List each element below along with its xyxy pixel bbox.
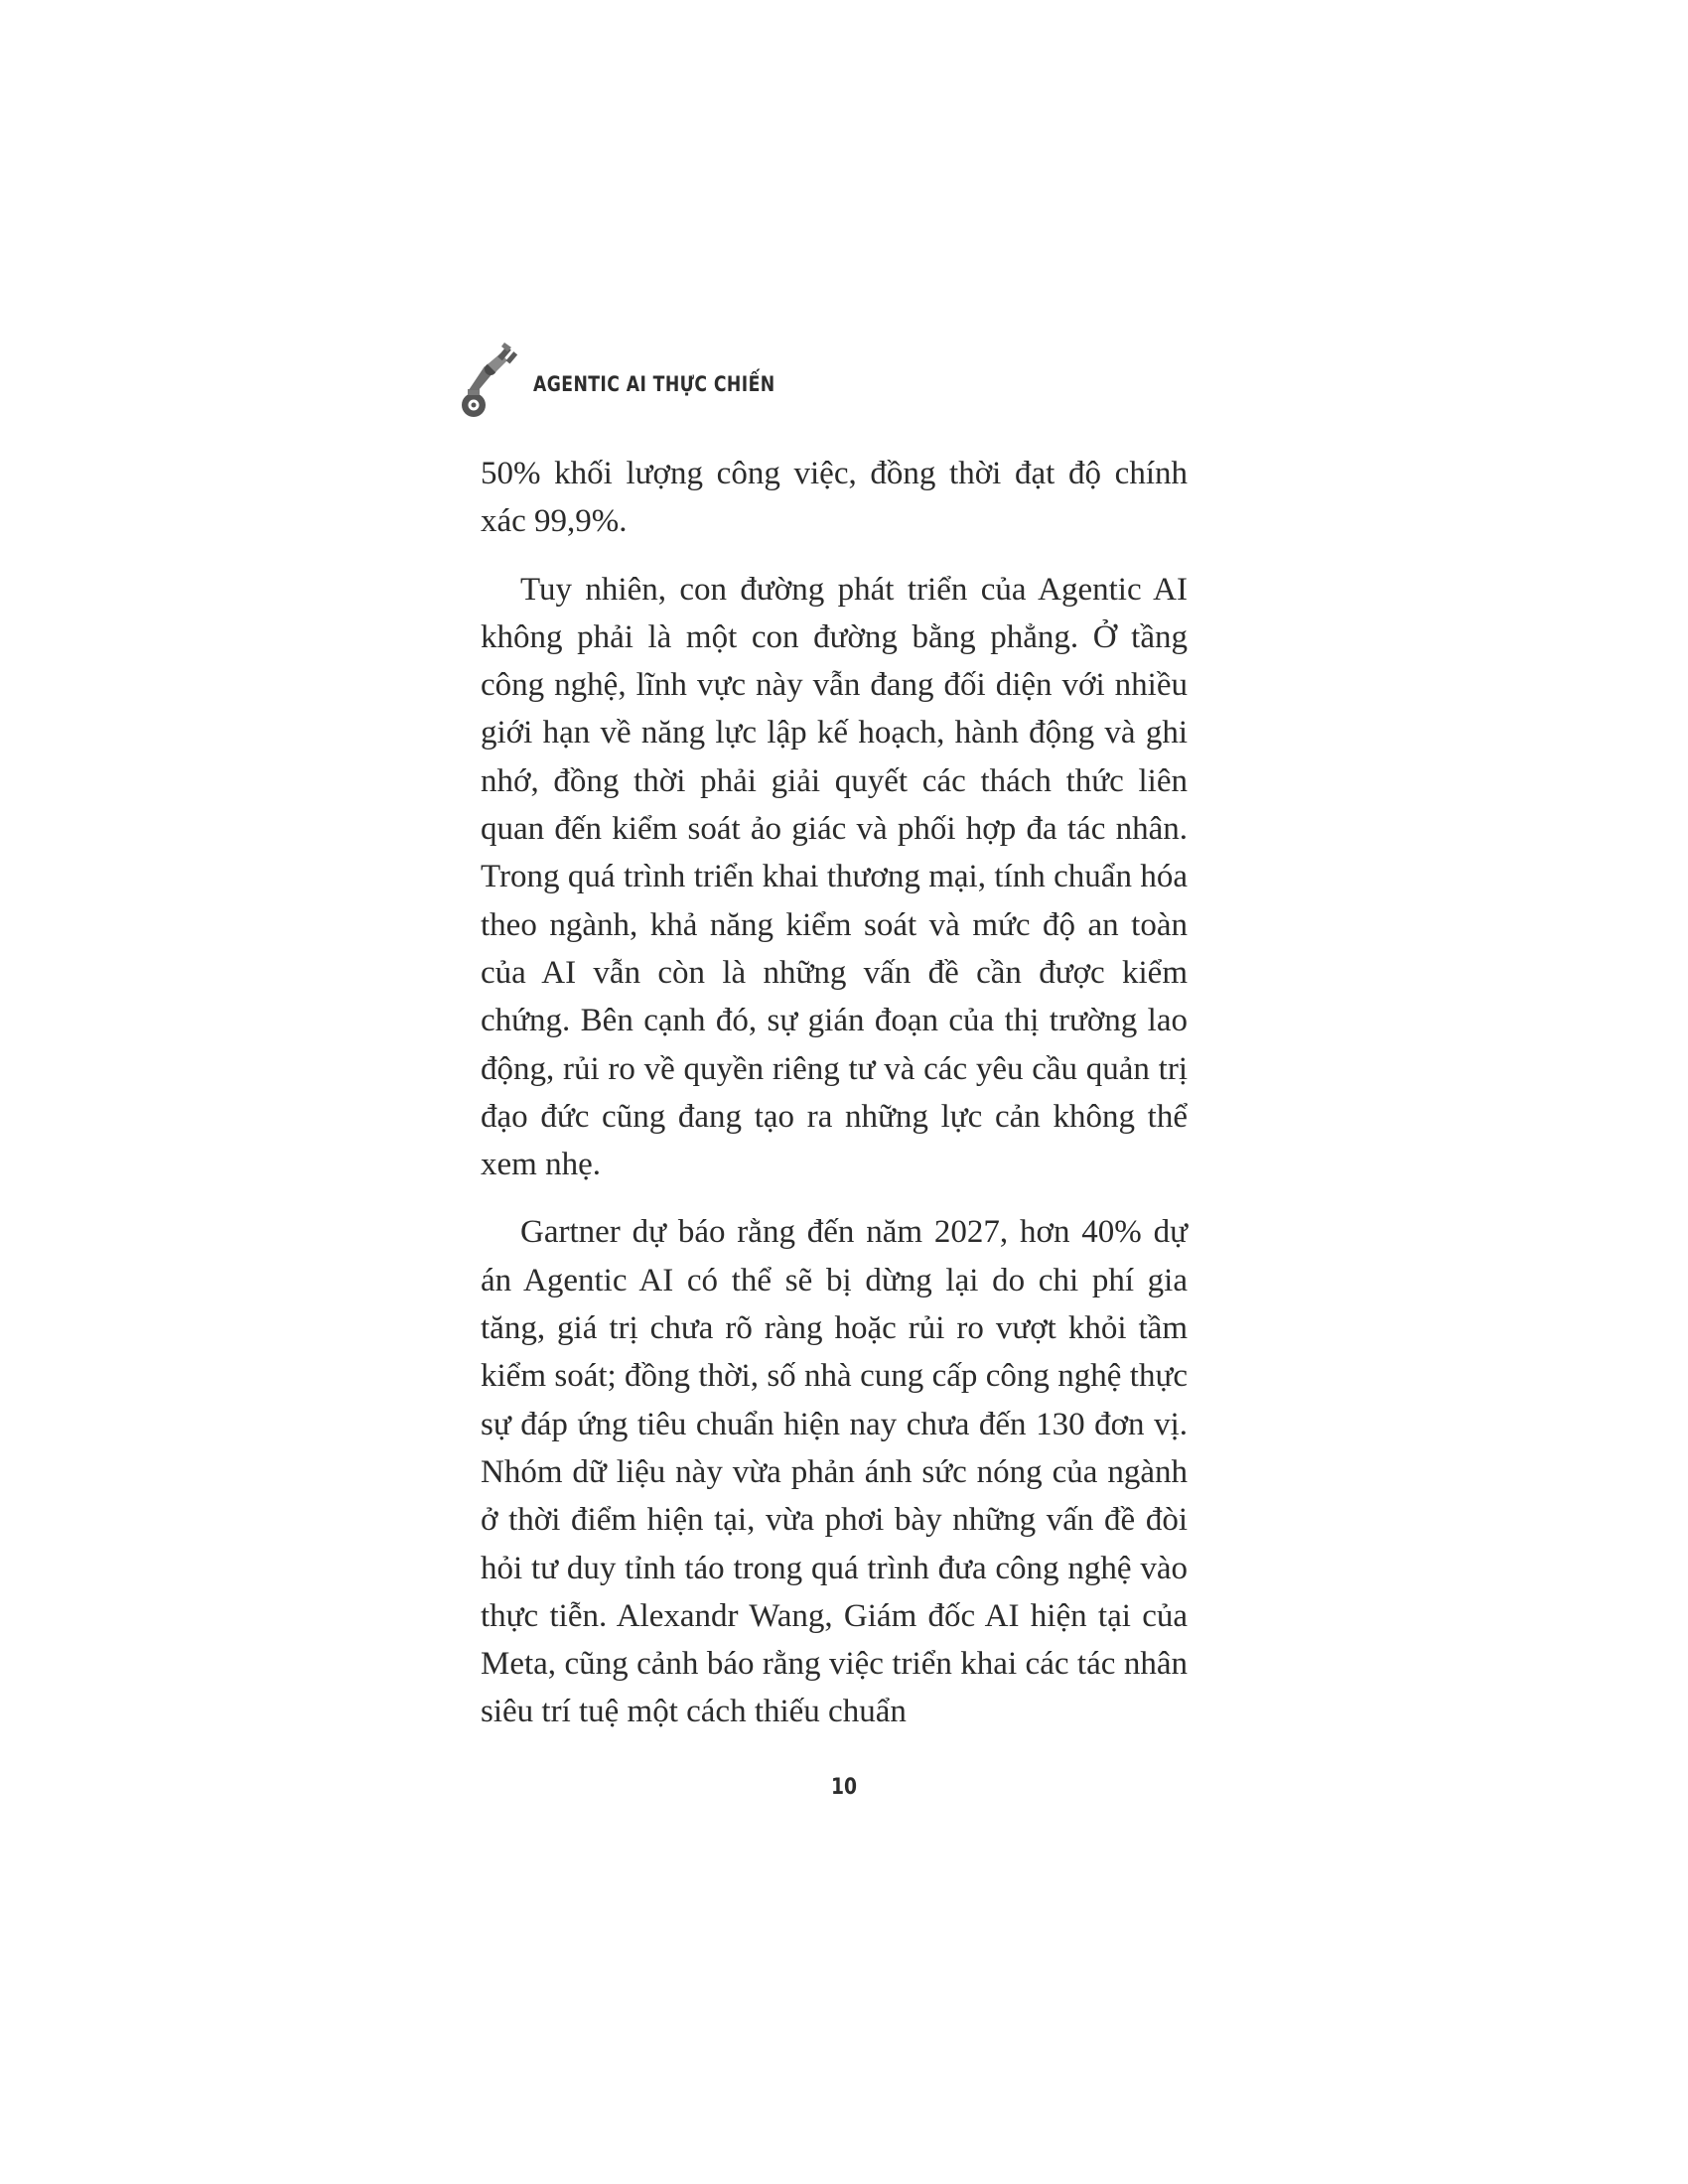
paragraph: Tuy nhiên, con đường phát triển của Agentic AI không phải là một con đường bằng phẳng. Ở tầng công nghệ, lĩnh vực này vẫn đang đối diện với nhiều giới hạn về năng lực lập kế hoạch, hành động và ghi nhớ, đồng thời phải giải quyết các thách thức liên quan đến kiểm soát ảo giác và phối hợp đa tác nhân. Trong quá trình triển khai thương mại, tính chuẩn hóa theo ngành, khả năng kiểm soát và mức độ an toàn của AI vẫn còn là những vấn đề cần được kiểm chứng. Bên cạnh đó, sự gián đoạn của thị trường lao động, rủi ro về quyền riêng tư và các yêu cầu quản trị đạo đức cũng đang tạo ra những lực cản không thể xem nhẹ. [481, 571, 1188, 1183]
paragraph: Gartner dự báo rằng đến năm 2027, hơn 40% dự án Agentic AI có thể sẽ bị dừng lại do chi phí gia tăng, giá trị chưa rõ ràng hoặc rủi ro vượt khỏi tầm kiểm soát; đồng thời, số nhà cung cấp công nghệ thực sự đáp ứng tiêu chuẩn hiện nay chưa đến 130 đơn vị. Nhóm dữ liệu này vừa phản ánh sức nóng của ngành ở thời điểm hiện tại, vừa phơi bày những vấn đề đòi hỏi tư duy tỉnh táo trong quá trình đưa công nghệ vào thực tiễn. Alexandr Wang, Giám đốc AI hiện tại của Meta, cũng cảnh báo rằng việc triển khai các tác nhân siêu trí tuệ một cách thiếu chuẩn [481, 1214, 1188, 1730]
body-text [481, 450, 1188, 1756]
page-number: 10 [830, 1775, 858, 1800]
running-header [460, 342, 828, 422]
paragraph-continuation: 50% khối lượng công việc, đồng thời đạt độ chính xác 99,9%. [481, 456, 1188, 540]
book-title: AGENTIC AI THỰC CHIẾN [533, 372, 775, 396]
robot-arm-icon [460, 342, 521, 422]
